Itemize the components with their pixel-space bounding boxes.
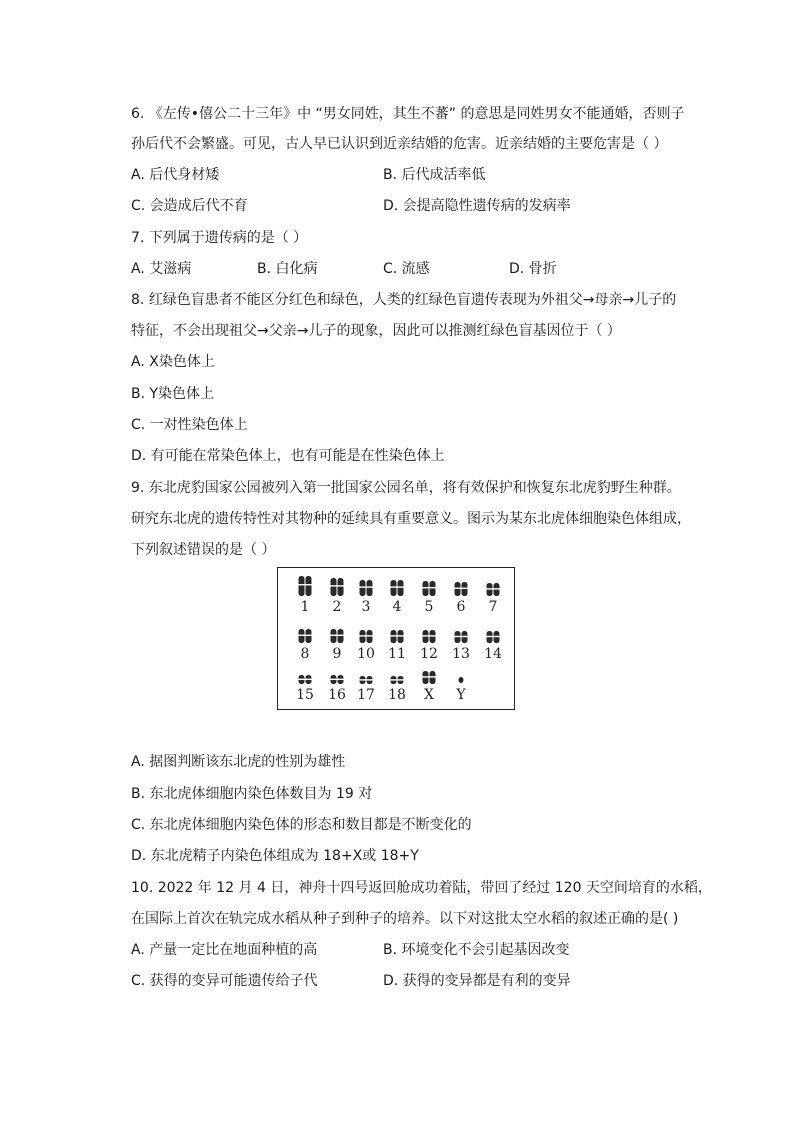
chromosome-7 <box>481 576 505 616</box>
q10-option-d[interactable]: D. 获得的变异都是有利的变异 <box>383 973 571 989</box>
chromosome-2 <box>325 576 349 616</box>
q10-stem-line2: 在国际上首次在轨完成水稻从种子到种子的培养。以下对这批太空水稻的叙述正确的是( ) <box>131 911 679 927</box>
chromosome-label: 5 <box>424 599 434 615</box>
q10-stem-line1: 10. 2022 年 12 月 4 日，神舟十四号返回舱成功着陆，带回了经过 120 天空间培育的水稻， <box>131 880 712 896</box>
chromosome-Y-glyph <box>451 664 471 684</box>
q7-option-a[interactable]: A. 艾滋病 <box>131 261 192 277</box>
karyotype-figure <box>277 567 515 710</box>
chromosome-8-glyph <box>295 623 315 643</box>
chromosome-12-glyph <box>419 623 439 643</box>
chromosome-4 <box>385 576 409 616</box>
q7-option-b[interactable]: B. 白化病 <box>257 261 318 277</box>
chromosome-11-glyph <box>387 623 407 643</box>
chromosome-11 <box>385 623 409 663</box>
q9-option-b[interactable]: B. 东北虎体细胞内染色体数目为 19 对 <box>131 786 373 802</box>
chromosome-12 <box>417 623 441 663</box>
q9-option-d[interactable]: D. 东北虎精子内染色体组成为 18+X或 18+Y <box>131 848 419 864</box>
chromosome-label: 16 <box>328 687 346 703</box>
q9-option-c[interactable]: C. 东北虎体细胞内染色体的形态和数目都是不断变化的 <box>131 817 472 833</box>
chromosome-label: 14 <box>484 646 502 662</box>
chromosome-X <box>417 664 441 704</box>
q8-option-c[interactable]: C. 一对性染色体上 <box>131 417 248 433</box>
chromosome-1 <box>293 576 317 616</box>
chromosome-label: Y <box>456 687 466 703</box>
q8-stem-line1: 8. 红绿色盲患者不能区分红色和绿色，人类的红绿色盲遗传表现为外祖父→母亲→儿子的 <box>131 292 677 308</box>
chromosome-17 <box>354 664 378 704</box>
q6-option-b[interactable]: B. 后代成活率低 <box>383 167 486 183</box>
chromosome-10-glyph <box>356 623 376 643</box>
chromosome-13 <box>449 623 473 663</box>
chromosome-label: 8 <box>300 646 310 662</box>
q10-option-c[interactable]: C. 获得的变异可能遗传给子代 <box>131 973 318 989</box>
chromosome-10 <box>354 623 378 663</box>
q8-option-b[interactable]: B. Y染色体上 <box>131 386 215 402</box>
chromosome-14-glyph <box>483 623 503 643</box>
chromosome-label: 3 <box>361 599 371 615</box>
chromosome-label: 18 <box>388 687 406 703</box>
chromosome-label: 1 <box>300 599 310 615</box>
chromosome-8 <box>293 623 317 663</box>
chromosome-15-glyph <box>295 664 315 684</box>
chromosome-label: 10 <box>357 646 375 662</box>
q10-option-b[interactable]: B. 环境变化不会引起基因改变 <box>383 942 570 958</box>
q9-stem-line3: 下列叙述错误的是（ ） <box>131 542 276 558</box>
chromosome-label: 6 <box>456 599 466 615</box>
chromosome-label: 12 <box>420 646 438 662</box>
chromosome-3 <box>354 576 378 616</box>
chromosome-17-glyph <box>356 664 376 684</box>
chromosome-16 <box>325 664 349 704</box>
q8-option-d[interactable]: D. 有可能在常染色体上，也有可能是在性染色体上 <box>131 448 445 464</box>
chromosome-3-glyph <box>356 576 376 596</box>
chromosome-18-glyph <box>387 664 407 684</box>
q9-stem-line1: 9. 东北虎豹国家公园被列入第一批国家公园名单，将有效保护和恢复东北虎豹野生种群。 <box>131 480 681 496</box>
chromosome-label: 9 <box>332 646 342 662</box>
q9-option-a[interactable]: A. 据图判断该东北虎的性别为雄性 <box>131 754 346 770</box>
chromosome-14 <box>481 623 505 663</box>
chromosome-15 <box>293 664 317 704</box>
chromosome-6 <box>449 576 473 616</box>
chromosome-4-glyph <box>387 576 407 596</box>
chromosome-2-glyph <box>327 576 347 596</box>
chromosome-1-glyph <box>295 576 315 596</box>
chromosome-5-glyph <box>419 576 439 596</box>
chromosome-label: 2 <box>332 599 342 615</box>
q7-option-c[interactable]: C. 流感 <box>383 261 430 277</box>
chromosome-18 <box>385 664 409 704</box>
q9-stem-line2: 研究东北虎的遗传特性对其物种的延续具有重要意义。图示为某东北虎体细胞染色体组成， <box>131 511 691 527</box>
q6-option-d[interactable]: D. 会提高隐性遗传病的发病率 <box>383 198 571 214</box>
chromosome-9-glyph <box>327 623 347 643</box>
chromosome-16-glyph <box>327 664 347 684</box>
chromosome-7-glyph <box>483 576 503 596</box>
chromosome-X-glyph <box>419 664 439 684</box>
chromosome-label: 13 <box>452 646 470 662</box>
chromosome-label: 11 <box>388 646 406 662</box>
chromosome-9 <box>325 623 349 663</box>
chromosome-label: 7 <box>488 599 498 615</box>
chromosome-5 <box>417 576 441 616</box>
chromosome-label: 17 <box>357 687 375 703</box>
chromosome-6-glyph <box>451 576 471 596</box>
chromosome-13-glyph <box>451 623 471 643</box>
q7-option-d[interactable]: D. 骨折 <box>509 261 557 277</box>
q8-option-a[interactable]: A. X染色体上 <box>131 354 215 370</box>
chromosome-label: 4 <box>392 599 402 615</box>
chromosome-label: 15 <box>296 687 314 703</box>
chromosome-label: X <box>424 687 434 703</box>
q6-option-c[interactable]: C. 会造成后代不育 <box>131 198 248 214</box>
q6-stem-line2: 孙后代不会繁盛。可见，古人早已认识到近亲结婚的危害。近亲结婚的主要危害是（ ） <box>131 136 668 152</box>
q8-stem-line2: 特征，不会出现祖父→父亲→儿子的现象，因此可以推测红绿色盲基因位于（ ） <box>131 323 621 339</box>
q7-stem: 7. 下列属于遗传病的是（ ） <box>131 230 308 246</box>
q10-option-a[interactable]: A. 产量一定比在地面种植的高 <box>131 942 318 958</box>
q6-stem-line1: 6. 《左传•僖公二十三年》中 “男女同姓，其生不蕃” 的意思是同姓男女不能通婚，否则子 <box>131 106 685 122</box>
q6-option-a[interactable]: A. 后代身材矮 <box>131 167 220 183</box>
chromosome-Y <box>449 664 473 704</box>
